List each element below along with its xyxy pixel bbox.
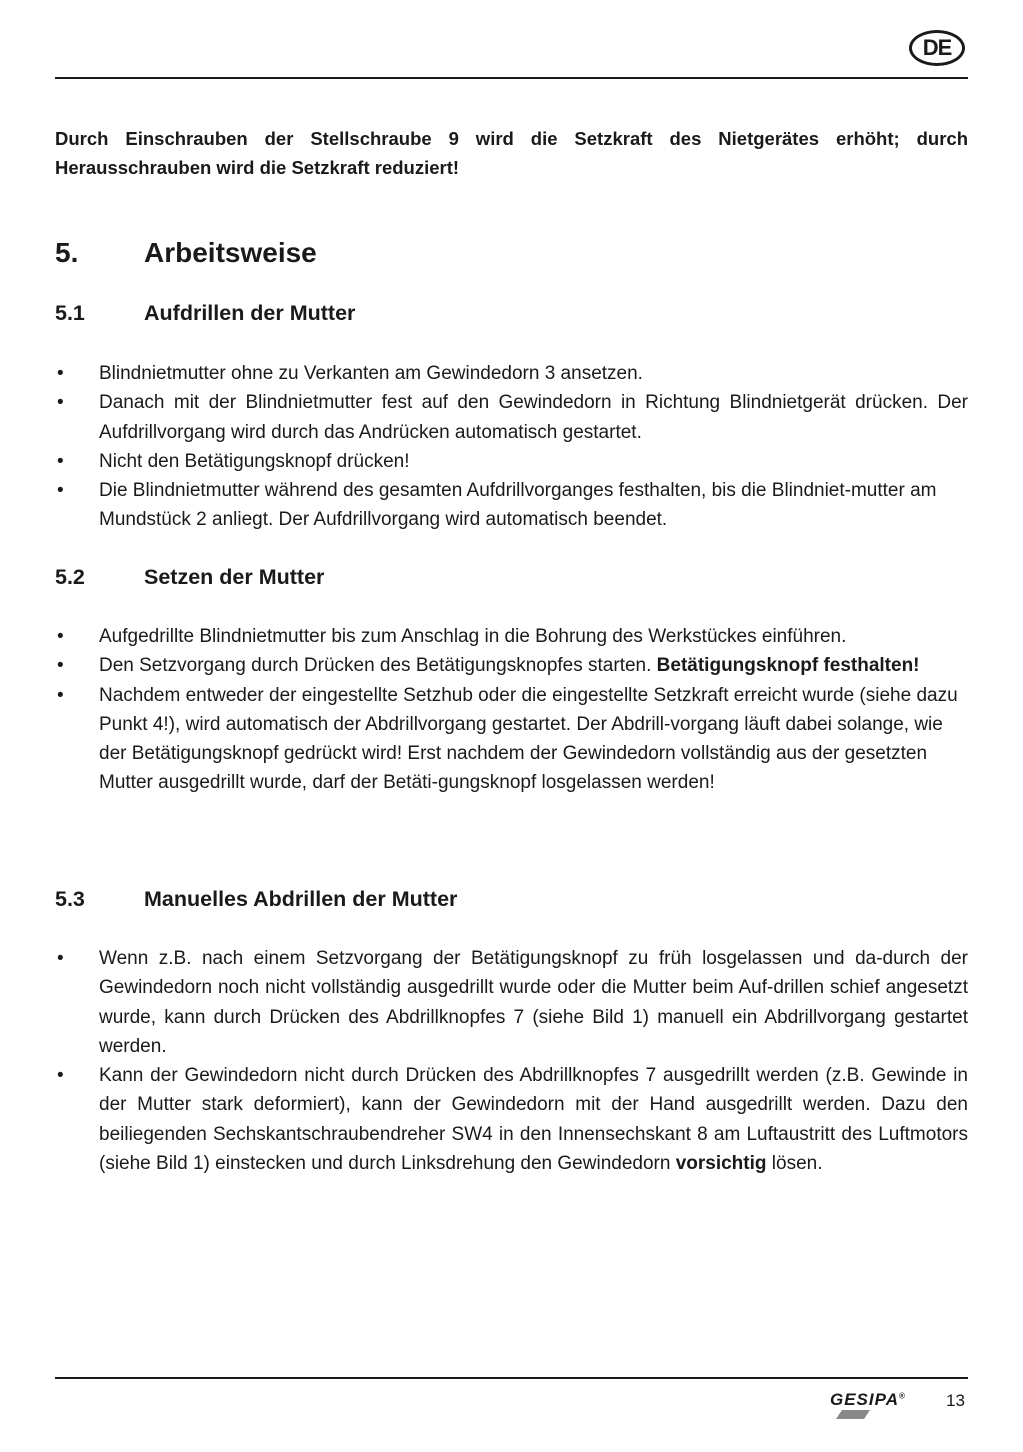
section-5-3-heading	[55, 884, 457, 914]
list-item: • Nachdem entweder der eingestellte Setzhub oder die eingestellte Setzkraft erreicht wurde (siehe dazu Punkt 4!), wird automatisch der Abdrillvorgang gestartet. Der Abdrill-vorgang läuft dabei solange, wie der Betätigungsknopf gedrückt wird! Erst nachdem der Gewindedorn vollständig aus der gesetzten Mutter ausgedrillt wurde, darf der Betäti-gungsknopf losgelassen werden!	[55, 681, 968, 798]
section-title: Arbeitsweise	[144, 237, 317, 268]
section-5-heading	[55, 234, 317, 272]
list-item	[55, 651, 968, 680]
section-5-1-list	[55, 359, 968, 535]
page-number: 13	[946, 1391, 965, 1410]
section-5-2-list	[55, 622, 968, 798]
section-5-2-heading	[55, 562, 324, 592]
section-5-1-heading	[55, 298, 355, 328]
item-emphasis: vorsichtig	[675, 1153, 767, 1175]
list-item: • Aufgedrillte Blindnietmutter bis zum Anschlag in die Bohrung des Werkstückes einführen.	[55, 622, 968, 651]
list-item: • Danach mit der Blindnietmutter fest auf den Gewindedorn in Richtung Blindnietgerät drücken. Der Aufdrillvorgang wird durch das Andrücken automatisch gestartet.	[55, 388, 968, 447]
list-item: • Nicht den Betätigungsknopf drücken!	[55, 447, 968, 476]
section-title: Setzen der Mutter	[144, 565, 325, 589]
intro-note: Durch Einschrauben der Stellschraube 9 wird die Setzkraft des Nietgerätes erhöht; durch Herausschrauben wird die Setzkraft reduziert!	[55, 128, 968, 178]
section-title: Manuelles Abdrillen der Mutter	[144, 887, 458, 911]
section-number: 5.2	[55, 565, 85, 589]
header-divider	[55, 77, 968, 79]
item-text: lösen.	[766, 1153, 823, 1175]
item-text: Den Setzvorgang durch Drücken des Betätigungsknopfes starten.	[99, 655, 657, 677]
section-5-3-list	[55, 944, 968, 1178]
brand-name: GESIPA	[830, 1390, 899, 1409]
language-badge: DE	[909, 30, 965, 66]
list-item: • Blindnietmutter ohne zu Verkanten am Gewindedorn 3 ansetzen.	[55, 359, 968, 388]
item-emphasis: Betätigungsknopf festhalten!	[656, 655, 920, 677]
list-item: • Die Blindnietmutter während des gesamten Aufdrillvorganges festhalten, bis die Blindniet-mutter am Mundstück 2 anliegt. Der Aufdrillvorgang wird automatisch beendet.	[55, 476, 968, 535]
section-number: 5.	[55, 237, 79, 268]
logo-swoosh-icon	[836, 1410, 870, 1419]
list-item: • Wenn z.B. nach einem Setzvorgang der Betätigungsknopf zu früh losgelassen und da-durch der Gewindedorn noch nicht vollständig ausgedrillt wurde oder die Mutter beim Auf-drillen schief angesetzt wurde, kann durch Drücken des Abdrillknopfes 7 (siehe Bild 1) manuell ein Abdrillvorgang gestartet werden.	[55, 944, 968, 1061]
section-number: 5.3	[55, 887, 85, 911]
brand-logo	[830, 1390, 906, 1410]
section-title: Aufdrillen der Mutter	[144, 301, 356, 325]
footer-divider	[55, 1377, 968, 1379]
item-text: Kann der Gewindedorn nicht durch Drücken des Abdrillknopfes 7 ausgedrillt werden (z.B. Gewinde in der Mutter stark deformiert), kann der Gewindedorn mit der Hand ausgedrillt werden. Dazu den beiliegenden Sechskantschraubendreher SW4 in den Innensechskant 8 am Luftaustritt des Luftmotors (siehe Bild 1) einstecken und durch Linksdrehung den Gewindedorn	[99, 1065, 968, 1175]
registered-mark: ®	[898, 1391, 906, 1401]
list-item	[55, 1061, 968, 1178]
section-number: 5.1	[55, 301, 85, 325]
